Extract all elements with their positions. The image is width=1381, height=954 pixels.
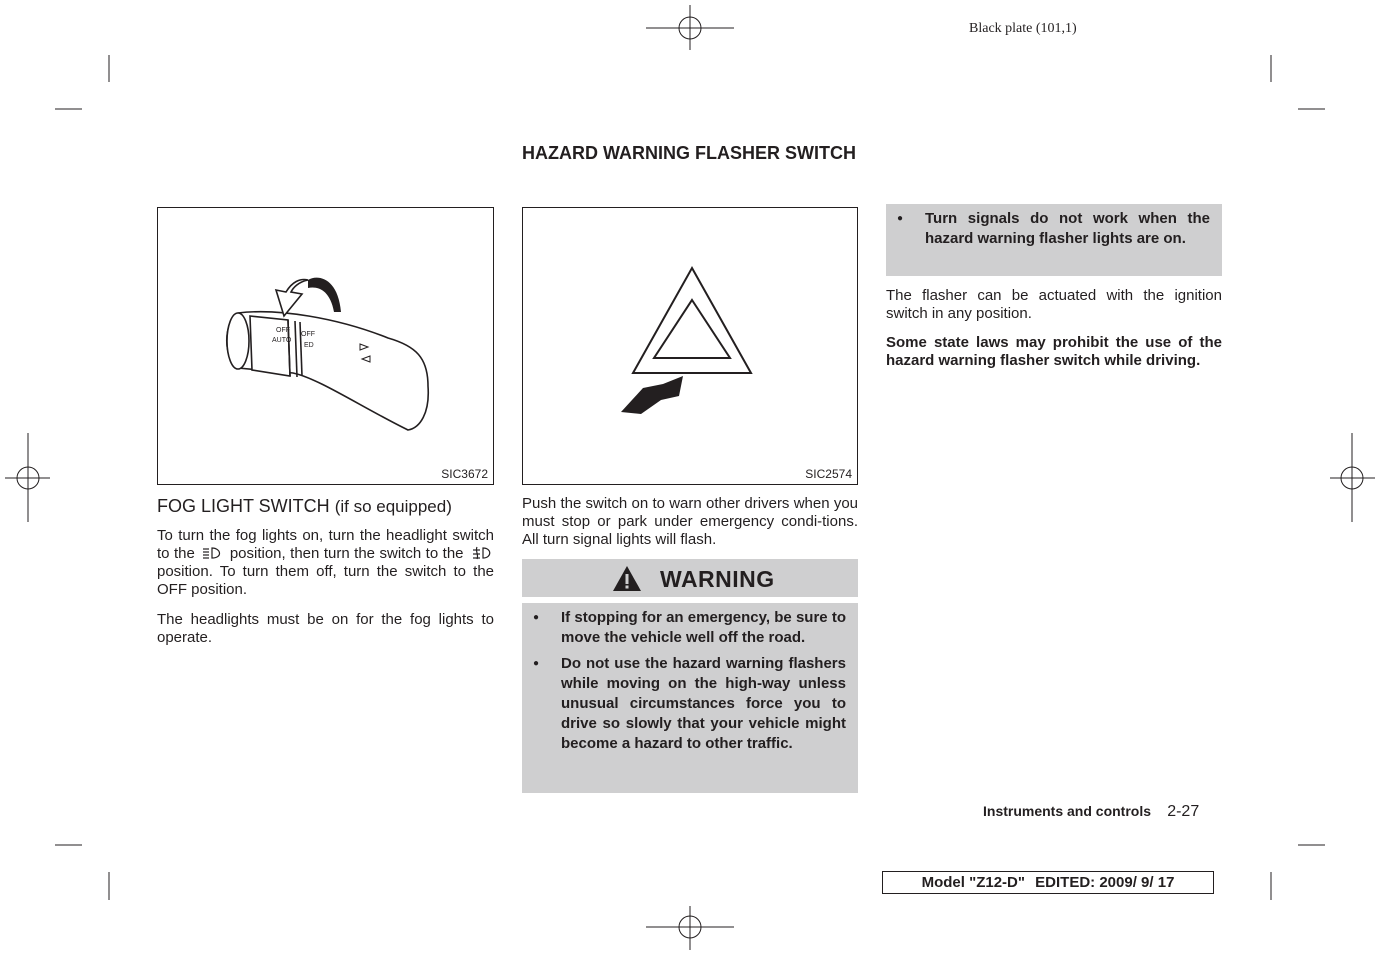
edited-date: EDITED: 2009/ 9/ 17 <box>1035 874 1175 891</box>
figure-code-middle: SIC2574 <box>805 467 852 481</box>
fog-light-title-main: FOG LIGHT SWITCH <box>157 496 330 516</box>
model-value: "Z12-D" <box>969 874 1025 891</box>
push-arrow-icon <box>621 376 683 414</box>
fog-switch-figure <box>157 207 494 485</box>
stalk-label-off: OFF <box>276 327 290 334</box>
right-paragraph-1: The flasher can be actuated with the ignition switch in any position. <box>886 287 1222 322</box>
fog-light-title-suffix: (if so equipped) <box>334 497 452 516</box>
fog-light-title <box>157 496 452 517</box>
section-heading: HAZARD WARNING FLASHER SWITCH <box>522 143 856 163</box>
fog-light-paragraph-1 <box>157 527 494 599</box>
figure-code-left: SIC3672 <box>441 467 488 481</box>
hazard-triangle-illustration <box>523 208 857 484</box>
hazard-switch-figure <box>522 207 858 485</box>
headlight-icon <box>199 546 225 560</box>
footer-page-number: 2-27 <box>1167 803 1200 820</box>
right-paragraph-2: Some state laws may prohibit the use of the hazard warning flasher switch while driving. <box>886 334 1222 369</box>
rotate-arrow-icon <box>276 278 341 316</box>
footer-section: Instruments and controls <box>983 803 1152 819</box>
warning-item-1: ● If stopping for an emergency, be sure to move the vehicle well off the road. <box>522 608 846 648</box>
warning-header <box>522 559 858 597</box>
fog-p1-c: position. To turn them off, turn the switch to the OFF position. <box>157 563 494 598</box>
warning-triangle-icon <box>612 565 642 593</box>
warning-body <box>522 603 858 793</box>
model-label: Model <box>921 874 965 891</box>
fog-light-icon <box>468 546 494 560</box>
headlight-stalk-illustration <box>158 208 493 484</box>
page-footer <box>983 803 1199 821</box>
caution-box <box>886 204 1222 276</box>
fog-p1-b: position, then turn the switch to the <box>229 545 464 562</box>
caution-item: ● Turn signals do not work when the hazard warning flasher lights are on. <box>886 209 1210 249</box>
fog-p1-a: To turn the fog lights on, turn the headlight switch to the <box>157 527 494 562</box>
stalk-label-ed: ED <box>304 342 314 349</box>
warning-item-2: ● Do not use the hazard warning flashers while moving on the high-way unless unusual circumstances force you to drive so slowly that your vehicle might become a hazard to other traffic. <box>522 654 846 754</box>
model-box <box>882 871 1214 894</box>
fog-light-paragraph-2: The headlights must be on for the fog lights to operate. <box>157 611 494 646</box>
hazard-paragraph-1: Push the switch on to warn other drivers when you must stop or park under emergency condi-tions. All turn signal lights will flash. <box>522 495 858 548</box>
plate-label: Black plate (101,1) <box>969 21 1077 36</box>
stalk-label-auto: AUTO <box>272 337 292 344</box>
warning-title: WARNING <box>660 566 775 592</box>
stalk-label-off-2: OFF <box>301 331 315 338</box>
